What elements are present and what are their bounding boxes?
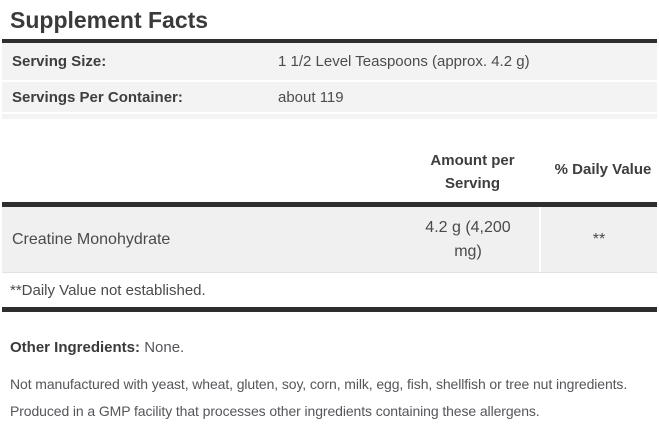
allergen-note-line: Produced in a GMP facility that processes other ingredients containing these allergens. xyxy=(10,403,540,419)
nutrient-amount: 4.2 g (4,200 mg) xyxy=(425,218,511,260)
other-ingredients-label: Other Ingredients: xyxy=(10,339,141,356)
allergen-note-line: Not manufactured with yeast, wheat, gluten, soy, corn, milk, egg, fish, shellfish or tree nut ingredients. xyxy=(10,376,628,392)
serving-size-label: Serving Size: xyxy=(12,53,107,70)
servings-per-container-value: about 119 xyxy=(278,88,344,106)
nutrient-table-header xyxy=(2,119,657,202)
daily-value-footnote: **Daily Value not established. xyxy=(10,282,206,299)
servings-per-container-label: Servings Per Container: xyxy=(12,88,183,106)
table-row xyxy=(2,82,657,114)
table-row xyxy=(2,43,657,82)
amount-per-serving-header: Amount per Serving xyxy=(430,152,515,192)
serving-size-value: 1 1/2 Level Teaspoons (approx. 4.2 g) xyxy=(278,53,530,70)
other-ingredients-line xyxy=(10,339,659,356)
serving-info-table xyxy=(2,39,657,119)
panel-title: Supplement Facts xyxy=(10,7,209,33)
nutrient-name: Creatine Monohydrate xyxy=(12,230,171,248)
other-ingredients-value: None. xyxy=(144,339,185,356)
divider-rule-bottom xyxy=(2,307,657,312)
nutrient-row xyxy=(2,207,657,273)
percent-daily-value-header: % Daily Value xyxy=(554,161,652,178)
nutrient-daily-value: ** xyxy=(539,207,657,272)
